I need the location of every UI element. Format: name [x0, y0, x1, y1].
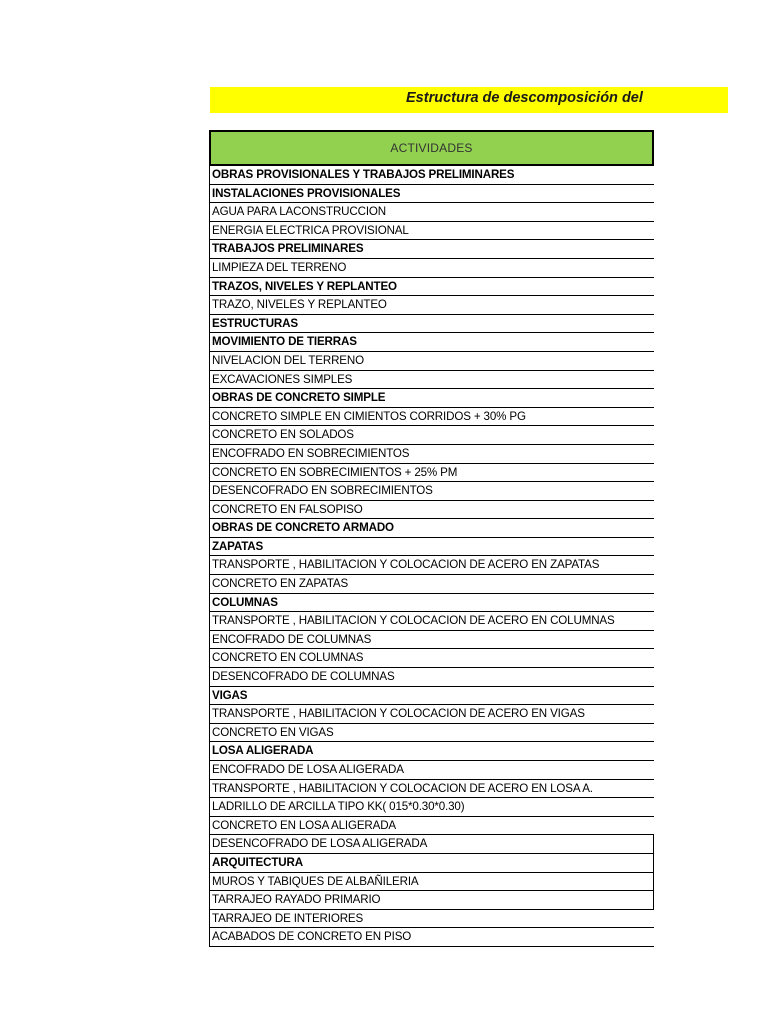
table-row: ESTRUCTURAS: [210, 315, 654, 334]
table-row: TARRAJEO RAYADO PRIMARIO: [210, 891, 654, 910]
table-row: ZAPATAS: [210, 538, 654, 557]
table-row: ACABADOS DE CONCRETO EN PISO: [210, 928, 654, 947]
table-row: INSTALACIONES PROVISIONALES: [210, 185, 654, 204]
table-row: CONCRETO EN COLUMNAS: [210, 649, 654, 668]
table-row: OBRAS DE CONCRETO SIMPLE: [210, 389, 654, 408]
table-row: OBRAS DE CONCRETO ARMADO: [210, 519, 654, 538]
activities-table: [209, 130, 654, 947]
table-row: CONCRETO SIMPLE EN CIMIENTOS CORRIDOS + 30% PG: [210, 408, 654, 427]
table-row: TRANSPORTE , HABILITACION Y COLOCACION DE ACERO EN VIGAS: [210, 705, 654, 724]
table-row: CONCRETO EN SOLADOS: [210, 426, 654, 445]
table-row: TRAZOS, NIVELES Y REPLANTEO: [210, 278, 654, 297]
table-row: CONCRETO EN ZAPATAS: [210, 575, 654, 594]
table-row: VIGAS: [210, 687, 654, 706]
table-row: DESENCOFRADO DE LOSA ALIGERADA: [210, 835, 654, 854]
table-row: CONCRETO EN LOSA ALIGERADA: [210, 817, 654, 836]
table-row: COLUMNAS: [210, 594, 654, 613]
table-row: LOSA ALIGERADA: [210, 742, 654, 761]
table-body: [209, 166, 654, 947]
table-row: EXCAVACIONES SIMPLES: [210, 371, 654, 390]
table-row: AGUA PARA LACONSTRUCCION: [210, 203, 654, 222]
table-header: ACTIVIDADES: [209, 130, 654, 166]
table-row: ENCOFRADO EN SOBRECIMIENTOS: [210, 445, 654, 464]
table-row: CONCRETO EN FALSOPISO: [210, 501, 654, 520]
table-row: MUROS Y TABIQUES DE ALBAÑILERIA: [210, 873, 654, 892]
table-row: TRANSPORTE , HABILITACION Y COLOCACION DE ACERO EN LOSA A.: [210, 780, 654, 799]
table-row: LIMPIEZA DEL TERRENO: [210, 259, 654, 278]
table-row: TRABAJOS PRELIMINARES: [210, 240, 654, 259]
table-row: ENERGIA ELECTRICA PROVISIONAL: [210, 222, 654, 241]
table-row: TRAZO, NIVELES Y REPLANTEO: [210, 296, 654, 315]
table-row: DESENCOFRADO DE COLUMNAS: [210, 668, 654, 687]
table-row: TARRAJEO DE INTERIORES: [210, 910, 654, 929]
table-row: MOVIMIENTO DE TIERRAS: [210, 333, 654, 352]
table-row: ENCOFRADO DE COLUMNAS: [210, 631, 654, 650]
table-row: ARQUITECTURA: [210, 854, 654, 873]
table-row: TRANSPORTE , HABILITACION Y COLOCACION DE ACERO EN ZAPATAS: [210, 556, 654, 575]
table-row: ENCOFRADO DE LOSA ALIGERADA: [210, 761, 654, 780]
table-row: LADRILLO DE ARCILLA TIPO KK( 015*0.30*0.30): [210, 798, 654, 817]
table-row: DESENCOFRADO EN SOBRECIMIENTOS: [210, 482, 654, 501]
table-row: CONCRETO EN VIGAS: [210, 724, 654, 743]
table-row: OBRAS PROVISIONALES Y TRABAJOS PRELIMINARES: [210, 166, 654, 185]
document-title: Estructura de descomposición del: [406, 90, 643, 106]
table-row: NIVELACION DEL TERRENO: [210, 352, 654, 371]
table-row: TRANSPORTE , HABILITACION Y COLOCACION DE ACERO EN COLUMNAS: [210, 612, 654, 631]
title-band: [210, 87, 728, 113]
table-row: CONCRETO EN SOBRECIMIENTOS + 25% PM: [210, 464, 654, 483]
